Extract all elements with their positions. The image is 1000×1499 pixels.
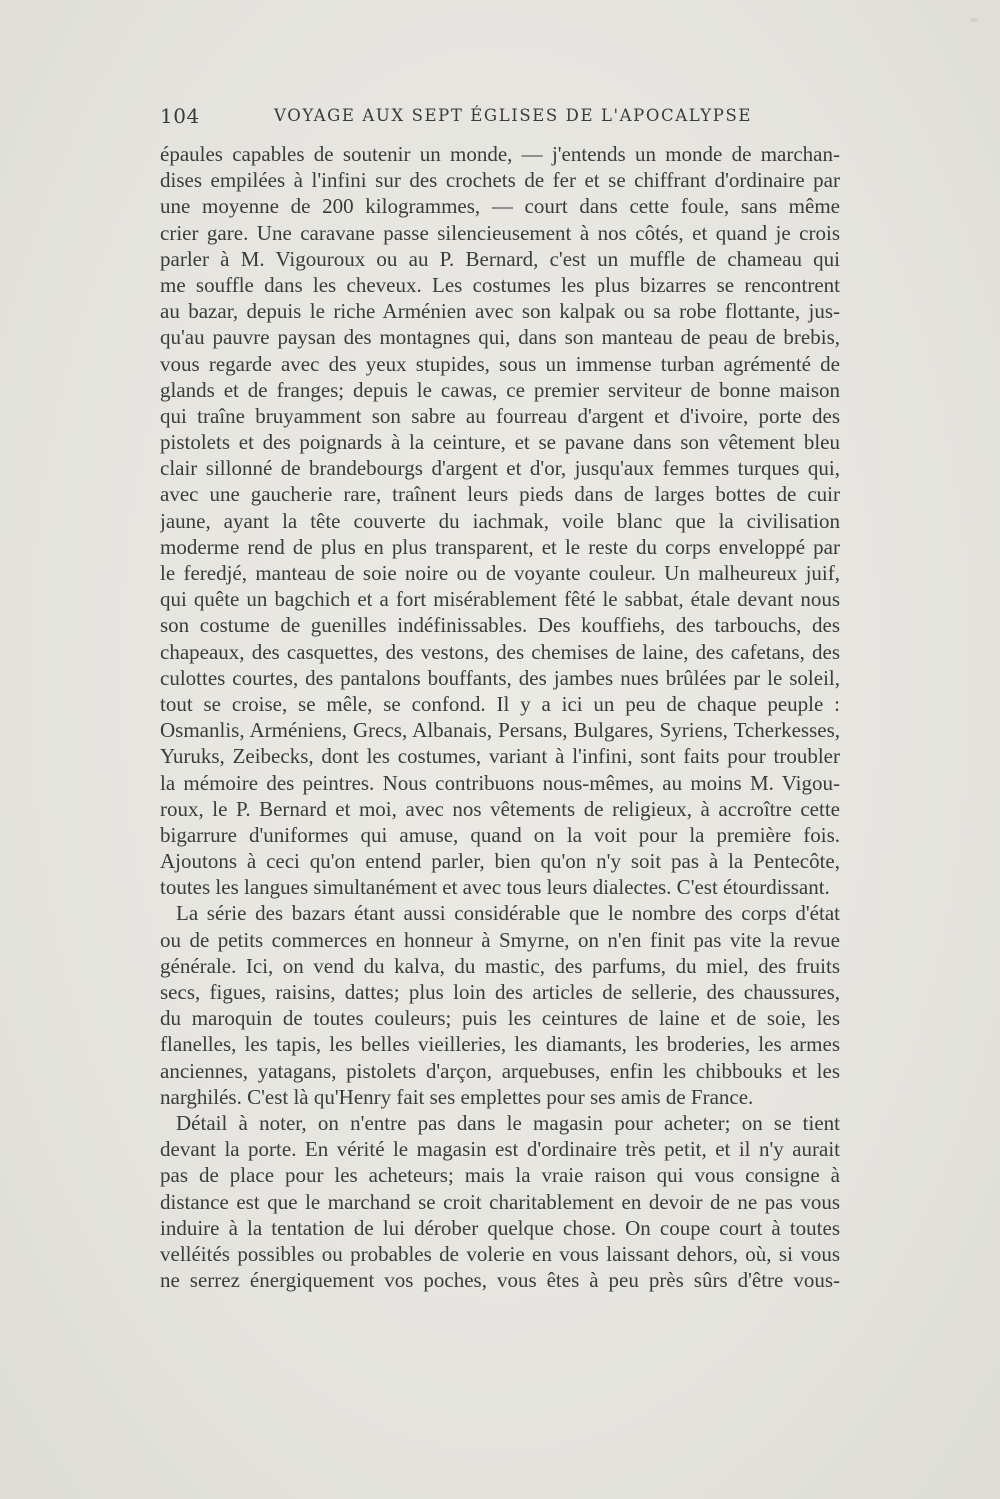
text-line: vous regarde avec des yeux stupides, sous un immense turban agrémenté de — [160, 351, 840, 376]
text-line: du maroquin de toutes couleurs; puis les ceintures de laine et de soie, les — [160, 1006, 840, 1031]
paragraph-first-line: Détail à noter, on n'entre pas dans le magasin pour acheter; on se tient — [176, 1110, 840, 1135]
text-line: flanelles, les tapis, les belles vieilleries, les diamants, les broderies, les armes — [160, 1032, 840, 1057]
text-line: bigarrure d'uniformes qui amuse, quand on la voit pour la première fois. — [160, 822, 840, 847]
text-line: pistolets et des poignards à la ceinture, et se pavane dans son vêtement bleu — [160, 430, 840, 455]
text-line: ne serrez énergiquement vos poches, vous êtes à peu près sûrs d'être vous- — [160, 1268, 840, 1293]
text-line: avec une gaucherie rare, traînent leurs pieds dans de larges bottes de cuir — [160, 482, 840, 507]
text-line: Yuruks, Zeibecks, dont les costumes, variant à l'infini, sont faits pour troubler — [160, 744, 840, 769]
text-line: une moyenne de 200 kilogrammes, — court dans cette foule, sans même — [160, 194, 840, 219]
text-line: dises empilées à l'infini sur des crochets de fer et se chiffrant d'ordinaire par — [160, 168, 840, 193]
text-line: moderme rend de plus en plus transparent, et le reste du corps enveloppé par — [160, 534, 840, 559]
paragraph-last-line: narghilés. C'est là qu'Henry fait ses emplettes pour ses amis de France. — [160, 1084, 754, 1109]
text-line: tout se croise, se mêle, se confond. Il y a ici un peu de chaque peuple : — [160, 691, 840, 716]
text-line: épaules capables de soutenir un monde, — j'entends un monde de marchan- — [160, 142, 840, 166]
text-line: glands et de franges; depuis le cawas, ce premier serviteur de bonne maison — [160, 377, 840, 402]
text-line: Osmanlis, Arméniens, Grecs, Albanais, Persans, Bulgares, Syriens, Tcherkesses, — [160, 718, 840, 743]
text-line: chapeaux, des casquettes, des vestons, des chemises de laine, des cafetans, des — [160, 639, 840, 664]
text-line: culottes courtes, des pantalons bouffants, des jambes nues brûlées par le soleil, — [160, 665, 840, 690]
text-line: qui traîne bruyamment son sabre au fourreau d'argent et d'ivoire, porte des — [160, 403, 840, 428]
text-line: anciennes, yatagans, pistolets d'arçon, arquebuses, enfin les chibbouks et les — [160, 1058, 840, 1083]
text-line: clair sillonné de brandebourgs d'argent et d'or, jusqu'aux femmes turques qui, — [160, 456, 840, 481]
paper-mark — [970, 18, 978, 22]
text-line: au bazar, depuis le riche Arménien avec son kalpak ou sa robe flottante, jus- — [160, 299, 840, 324]
text-line: crier gare. Une caravane passe silencieusement à nos côtés, et quand je crois — [160, 220, 840, 245]
running-title: VOYAGE AUX SEPT ÉGLISES DE L'APOCALYPSE — [274, 106, 753, 125]
body-text — [160, 141, 840, 1293]
text-line: parler à M. Vigouroux ou au P. Bernard, c'est un muffle de chameau qui — [160, 246, 840, 271]
text-line: le feredjé, manteau de soie noire ou de voyante couleur. Un malheureux juif, — [160, 561, 840, 585]
text-line: induire à la tentation de lui dérober quelque chose. On coupe court à toutes — [160, 1215, 840, 1240]
text-line: jaune, ayant la tête couverte du iachmak, voile blanc que la civilisation — [160, 508, 840, 533]
text-line: devant la porte. En vérité le magasin est d'ordinaire très petit, et il n'y aurait — [160, 1137, 840, 1162]
text-line: velléités possibles ou probables de volerie en vous laissant dehors, où, si vous — [160, 1241, 840, 1266]
text-line: ou de petits commerces en honneur à Smyrne, on n'en finit pas vite la revue — [160, 927, 840, 952]
text-line: Ajoutons à ceci qu'on entend parler, bien qu'on n'y soit pas à la Pentecôte, — [160, 849, 840, 874]
page-number: 104 — [160, 104, 200, 128]
text-line: secs, figues, raisins, dattes; plus loin des articles de sellerie, des chaussures, — [160, 980, 840, 1004]
text-line: la mémoire des peintres. Nous contribuons nous-mêmes, au moins M. Vigou- — [160, 770, 840, 795]
page-header — [158, 104, 848, 134]
text-line: qui quête un bagchich et a fort misérablement fêté le sabbat, étale devant nous — [160, 587, 840, 612]
text-line: générale. Ici, on vend du kalva, du mastic, des parfums, du miel, des fruits — [160, 953, 840, 978]
text-line: distance est que le marchand se croit charitablement en devoir de ne pas vous — [160, 1189, 840, 1214]
paragraph-first-line: La série des bazars étant aussi considérable que le nombre des corps d'état — [176, 901, 840, 926]
paragraph-last-line: toutes les langues simultanément et avec tous leurs dialectes. C'est étourdissant. — [160, 875, 830, 900]
text-line: qu'au pauvre paysan des montagnes qui, dans son manteau de peau de brebis, — [160, 325, 840, 350]
text-line: pas de place pour les acheteurs; mais la vraie raison qui vous consigne à — [160, 1163, 840, 1188]
text-line: me souffle dans les cheveux. Les costumes les plus bizarres se rencontrent — [160, 272, 840, 297]
text-line: roux, le P. Bernard et moi, avec nos vêtements de religieux, à accroître cette — [160, 796, 840, 821]
text-line: son costume de guenilles indéfinissables. Des kouffiehs, des tarbouchs, des — [160, 613, 840, 638]
